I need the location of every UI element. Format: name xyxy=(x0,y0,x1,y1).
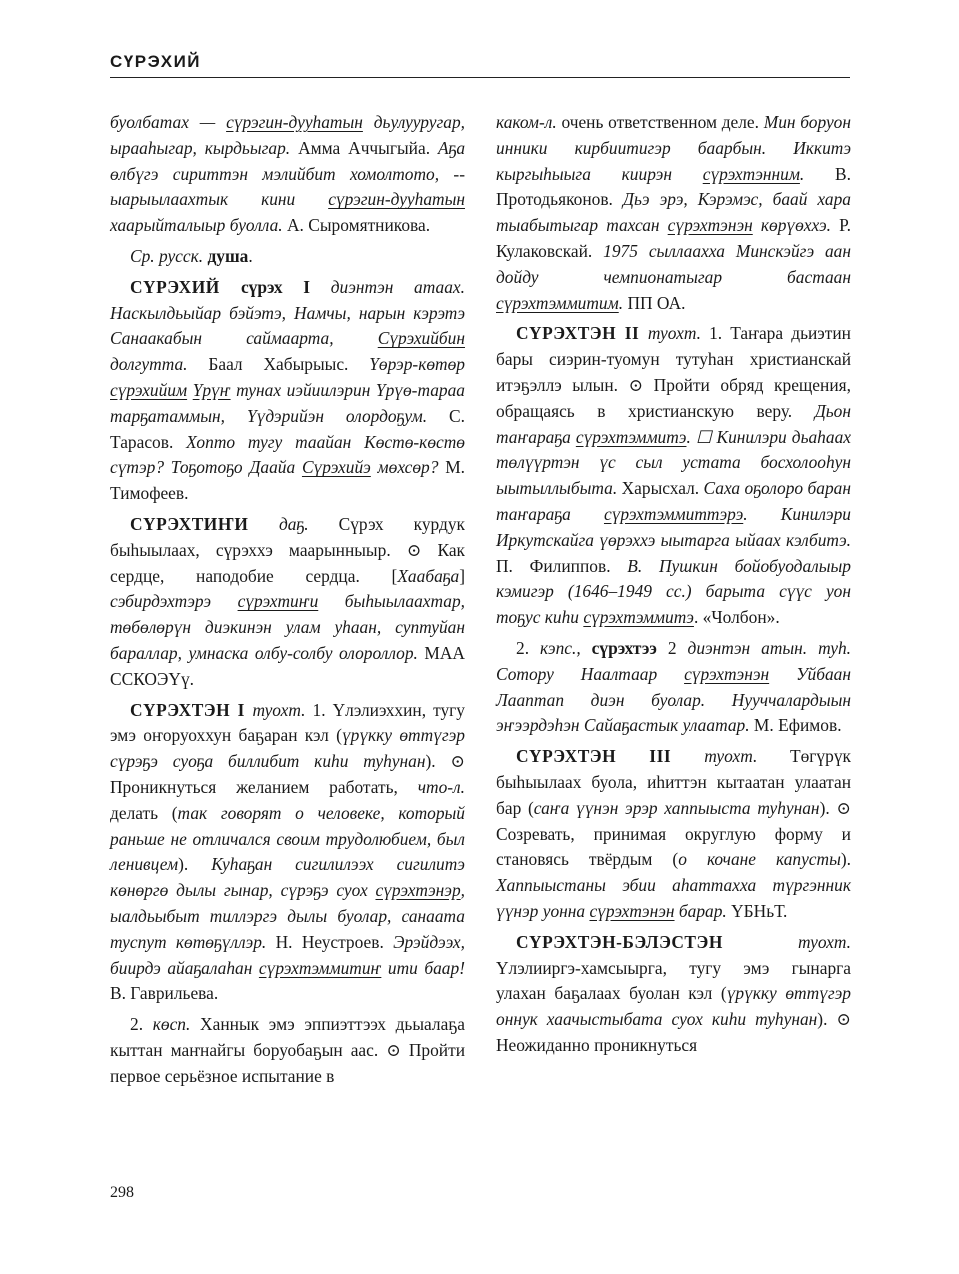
text-run: . xyxy=(618,292,628,313)
headword: СҮРЭХТЭН III xyxy=(516,746,705,767)
text-run: сэбирдэхтэрэ xyxy=(110,591,238,612)
text-run: кэпс., xyxy=(540,637,592,658)
text-run: дьулууругар, ырааһыгар, кырдьыгар. xyxy=(110,112,465,158)
example-keyword: сүрэхтэммитим xyxy=(496,292,619,313)
text-run: Дьэ эрэ, Кэрэмэс, баай хара тыабытыгар тахсан xyxy=(496,189,852,236)
text-run: . Кинилэри Иркутскайга үөрэххэ ыытарга ыйаах кэлбитэ. xyxy=(496,503,851,550)
text-run: . «Чолбон». xyxy=(693,607,780,628)
text-run: Ханнык эмэ эппиэттээх дьыалаҕа кыттан маҥнайгы боруобаҕын аас. ⊙ Пройти первое серьёзное испытание в xyxy=(110,1014,465,1086)
text-run: Ср. русск. xyxy=(130,245,208,266)
text-run: диэнтэн атаах. Наскылдьыйар бэйэтэ, Намчы, нарын кэрэтэ Санаакабын саймаарта, xyxy=(110,276,465,349)
text-run: 2. xyxy=(516,637,541,658)
text-run: . xyxy=(799,163,836,184)
text-run: В. Пушкин бойобуодалыыр кэмигэр (1646–1949 сс.) барыта сүүс уон тоҕус киһи xyxy=(496,555,851,628)
text-run: үрүкку өттүгэр сүрэҕэ суоҕа биллибит киһи туһунан xyxy=(110,725,465,772)
headword: СҮРЭХИЙ xyxy=(130,276,241,297)
page-number: 298 xyxy=(110,1184,134,1201)
example-keyword: сүрэхтэнэн xyxy=(589,900,675,921)
entry-surekhten-belesten xyxy=(496,930,851,1059)
text-run: Сүрэх курдук быһыылаах, сүрэххэ маарынныыр. ⊙ Как сердце, наподобие сердца. [ xyxy=(110,513,465,586)
entry-surekhten-1 xyxy=(110,698,465,1008)
text-run: буолбатах — xyxy=(110,112,227,132)
example-keyword: сүрэхтэммитиҥ xyxy=(258,957,382,978)
text-run: ] xyxy=(459,565,465,586)
text-run: . ☐ Кинилэри дьаһаах төлүүртэн үс сыл устата босхолооһун ыытыллыбыта. xyxy=(496,426,851,499)
para-continuation xyxy=(110,110,465,239)
example-keyword: сүрэхтэнэн xyxy=(667,215,753,236)
text-run: Үлэлииргэ-хамсыырга, тугу эмэ гынарга улахан баҕалаах буолан кэл ( xyxy=(496,957,851,1004)
text-run: 1. Үлэлиэххин, тугу эмэ оҥоруоххун баҕаран кэл ( xyxy=(110,699,465,746)
text-run: ити баар! xyxy=(381,957,465,978)
text-run: М. Тимофеев. xyxy=(110,457,465,504)
text-run: Хаппыыстаны эбии аһаттахха түргэнник үүнэр уонна xyxy=(496,875,851,921)
text-run: очень ответственном деле. xyxy=(561,112,764,132)
text-run: туохт. xyxy=(797,931,851,952)
text-run: В. Протодьяконов. xyxy=(496,163,851,210)
example-keyword: сүрэхтэммитэ xyxy=(575,426,687,447)
text-run: о кочане капусты xyxy=(678,849,841,870)
text-run: В. Гаврильева. xyxy=(110,983,219,1004)
entry-surekhten-2-sense-2 xyxy=(496,636,851,739)
headword: СҮРЭХТЭН-БЭЛЭСТЭН xyxy=(516,931,798,952)
example-keyword: Сүрэхийэ xyxy=(301,457,371,478)
headword: СҮРЭХТЭН I xyxy=(130,699,253,720)
text-run: М. Ефимов. xyxy=(753,715,842,736)
entry-surekhten-3 xyxy=(496,744,851,925)
text-run: ПП ОА. xyxy=(627,292,686,313)
text-run: Эрэйдээх, биирдэ айаҕалаһан xyxy=(110,931,465,978)
example-keyword: Сүрэхийбин xyxy=(377,328,465,349)
text-run: С. Тарасов. xyxy=(110,405,465,452)
text-run: . xyxy=(248,245,253,266)
text-run: туохт. xyxy=(704,746,790,767)
text-run: 2. xyxy=(130,1014,153,1035)
text-run: Н. Неустроев. xyxy=(275,931,394,952)
text-run: Куһаҕан сигилилээх сигилитэ көнөргө дылы гынар, сүрэҕэ суох xyxy=(110,854,465,901)
text-run: душа xyxy=(207,245,249,266)
text-run: мөхсөр? xyxy=(370,457,446,478)
example-keyword: сүрэхтэнэн xyxy=(684,663,770,684)
text-run: тунах иэйиилэрин Үрүө-тараа тарҕатаммын, Үүдэрийэн олордоҕум. xyxy=(110,379,465,426)
text-run: Хаабаҕа xyxy=(397,565,460,586)
text-run: так говорят о человеке, который раньше не отличался своим трудолюбием, был ленивцем xyxy=(110,802,465,875)
running-head-wrap xyxy=(110,52,850,72)
text-run: ). xyxy=(178,854,212,875)
text-run: Аҕа өлбүгэ сириттэн мэлийбит хомолтото, -- ыарыылаахтык кини xyxy=(110,137,466,210)
text-run: туохт. xyxy=(647,323,710,344)
entry-surekhiy xyxy=(110,275,465,507)
text-run: Харысхал. xyxy=(621,478,704,499)
text-run: сүрэх I xyxy=(240,276,331,297)
text-run: каком-л. xyxy=(496,112,562,132)
left-column xyxy=(110,110,465,1094)
text-run: көсп. xyxy=(152,1014,201,1035)
headword: СҮРЭХТЭН II xyxy=(516,323,648,344)
para-continuation xyxy=(496,110,851,316)
text-run: П. Филиппов. xyxy=(496,555,628,576)
text-run: Үөрэр-көтөр xyxy=(369,354,465,375)
text-run: Уйбаан Лааптап диэн буолар. Нууччалардыын эҥээрдэһэн Сайаҕастык улаатар. xyxy=(496,663,851,736)
example-keyword: сүрэхийим xyxy=(110,379,188,400)
text-run: ҮБНьТ. xyxy=(731,900,788,921)
right-column xyxy=(496,110,851,1064)
text-run: саҥа үүнэн эрэр хаппыыста туһунан xyxy=(533,797,820,818)
entry-surekhten-1-sense-2 xyxy=(110,1012,465,1089)
compare-note xyxy=(110,244,465,270)
text-run: сүрэхтээ xyxy=(591,637,668,658)
text-run: А. Сыромятникова. xyxy=(286,215,431,236)
text-run: ). ⊙ Созревать, принимая округлую форму и становясь твёрдым ( xyxy=(496,797,852,870)
text-run: МАА ССКОЭҮү. xyxy=(110,642,465,689)
text-run: что-л. xyxy=(417,776,465,797)
example-keyword: сүрэхтэнэр xyxy=(375,880,461,901)
text-run: барар. xyxy=(674,900,732,921)
example-keyword: сүрэхтэнним xyxy=(702,163,800,184)
example-keyword: сүрэхтэммиттэрэ xyxy=(603,503,744,524)
running-head: СҮРЭХИЙ xyxy=(110,52,202,71)
text-run: ). ⊙ Проникнуться желанием работать, xyxy=(110,751,465,797)
text-run: көрүөххэ. xyxy=(752,215,840,236)
text-run: Дьон таҥараҕа xyxy=(496,400,851,447)
text-run: даҕ. xyxy=(278,513,339,534)
example-keyword: сүрэхтэммитэ xyxy=(583,607,694,628)
text-run: диэнтэн атын. туһ. Сотору Наалтаар xyxy=(496,637,851,684)
text-run: быһыылаахтар, төбөлөрүн диэкинэн улам уһаан, суптуйан бараллар, умнаска олбу-солбу олороллор. xyxy=(110,591,465,663)
headword: СҮРЭХТИҤИ xyxy=(130,513,279,534)
text-run: хаарыйталыыр буолла. xyxy=(110,215,287,236)
text-run: 1975 сыллаахха Минскэйгэ аан дойду чемпионатыгар бастаан xyxy=(496,240,851,287)
text-run: Хопто тугу таайан Көстө-көстө сүтэр? Тоҕотоҕо Даайа xyxy=(110,431,465,478)
entry-surekhtinyi xyxy=(110,512,465,693)
text-run: үрүкку өттүгэр оннук хаачыстыбата суох киһи туһунан xyxy=(496,983,851,1030)
example-keyword: сүрэгин-дууһатын xyxy=(328,189,465,210)
text-run: Баал Хабырыыс. xyxy=(208,354,370,375)
example-keyword: сүрэхтиҥи xyxy=(237,591,319,612)
text-run: Мин боруон инники кирбиитигэр баарбын. Иккитэ кыргыһыыга киирэн xyxy=(496,112,851,184)
text-run: 2 xyxy=(667,637,688,658)
text-run: , ыалдьыбыт тиллэргэ дылы буолар, санаата туспут көтөҕүллэр. xyxy=(110,880,465,952)
text-run: Амма Аччыгыйа. xyxy=(298,137,438,158)
text-run: туохт. xyxy=(252,699,313,720)
text-run: Р. Кулаковскай. xyxy=(496,215,851,261)
example-keyword: Үрүҥ xyxy=(192,379,231,400)
text-run: ). ⊙ Неожиданно проникнуться xyxy=(496,1009,852,1055)
text-run: 1. Таҥара дьиэтин бары сиэрин-туомун тутуһан христианскай итэҕэллэ ылын. ⊙ Пройти обряд крещения, обращаясь в христианскую веру. xyxy=(496,323,851,421)
text-run: Төгүрүк быһыылаах буола, иһиттэн кытаатан улаатан бар ( xyxy=(496,746,851,818)
example-keyword: сүрэгин-дууһатын xyxy=(226,112,363,132)
text-run: ). xyxy=(840,849,852,870)
text-run: долгутта. xyxy=(110,354,209,375)
header-rule xyxy=(110,77,850,78)
text-run: Саха оҕолоро баран таҥараҕа xyxy=(496,478,851,524)
entry-surekhten-2 xyxy=(496,321,851,631)
text-run: делать ( xyxy=(110,802,178,823)
